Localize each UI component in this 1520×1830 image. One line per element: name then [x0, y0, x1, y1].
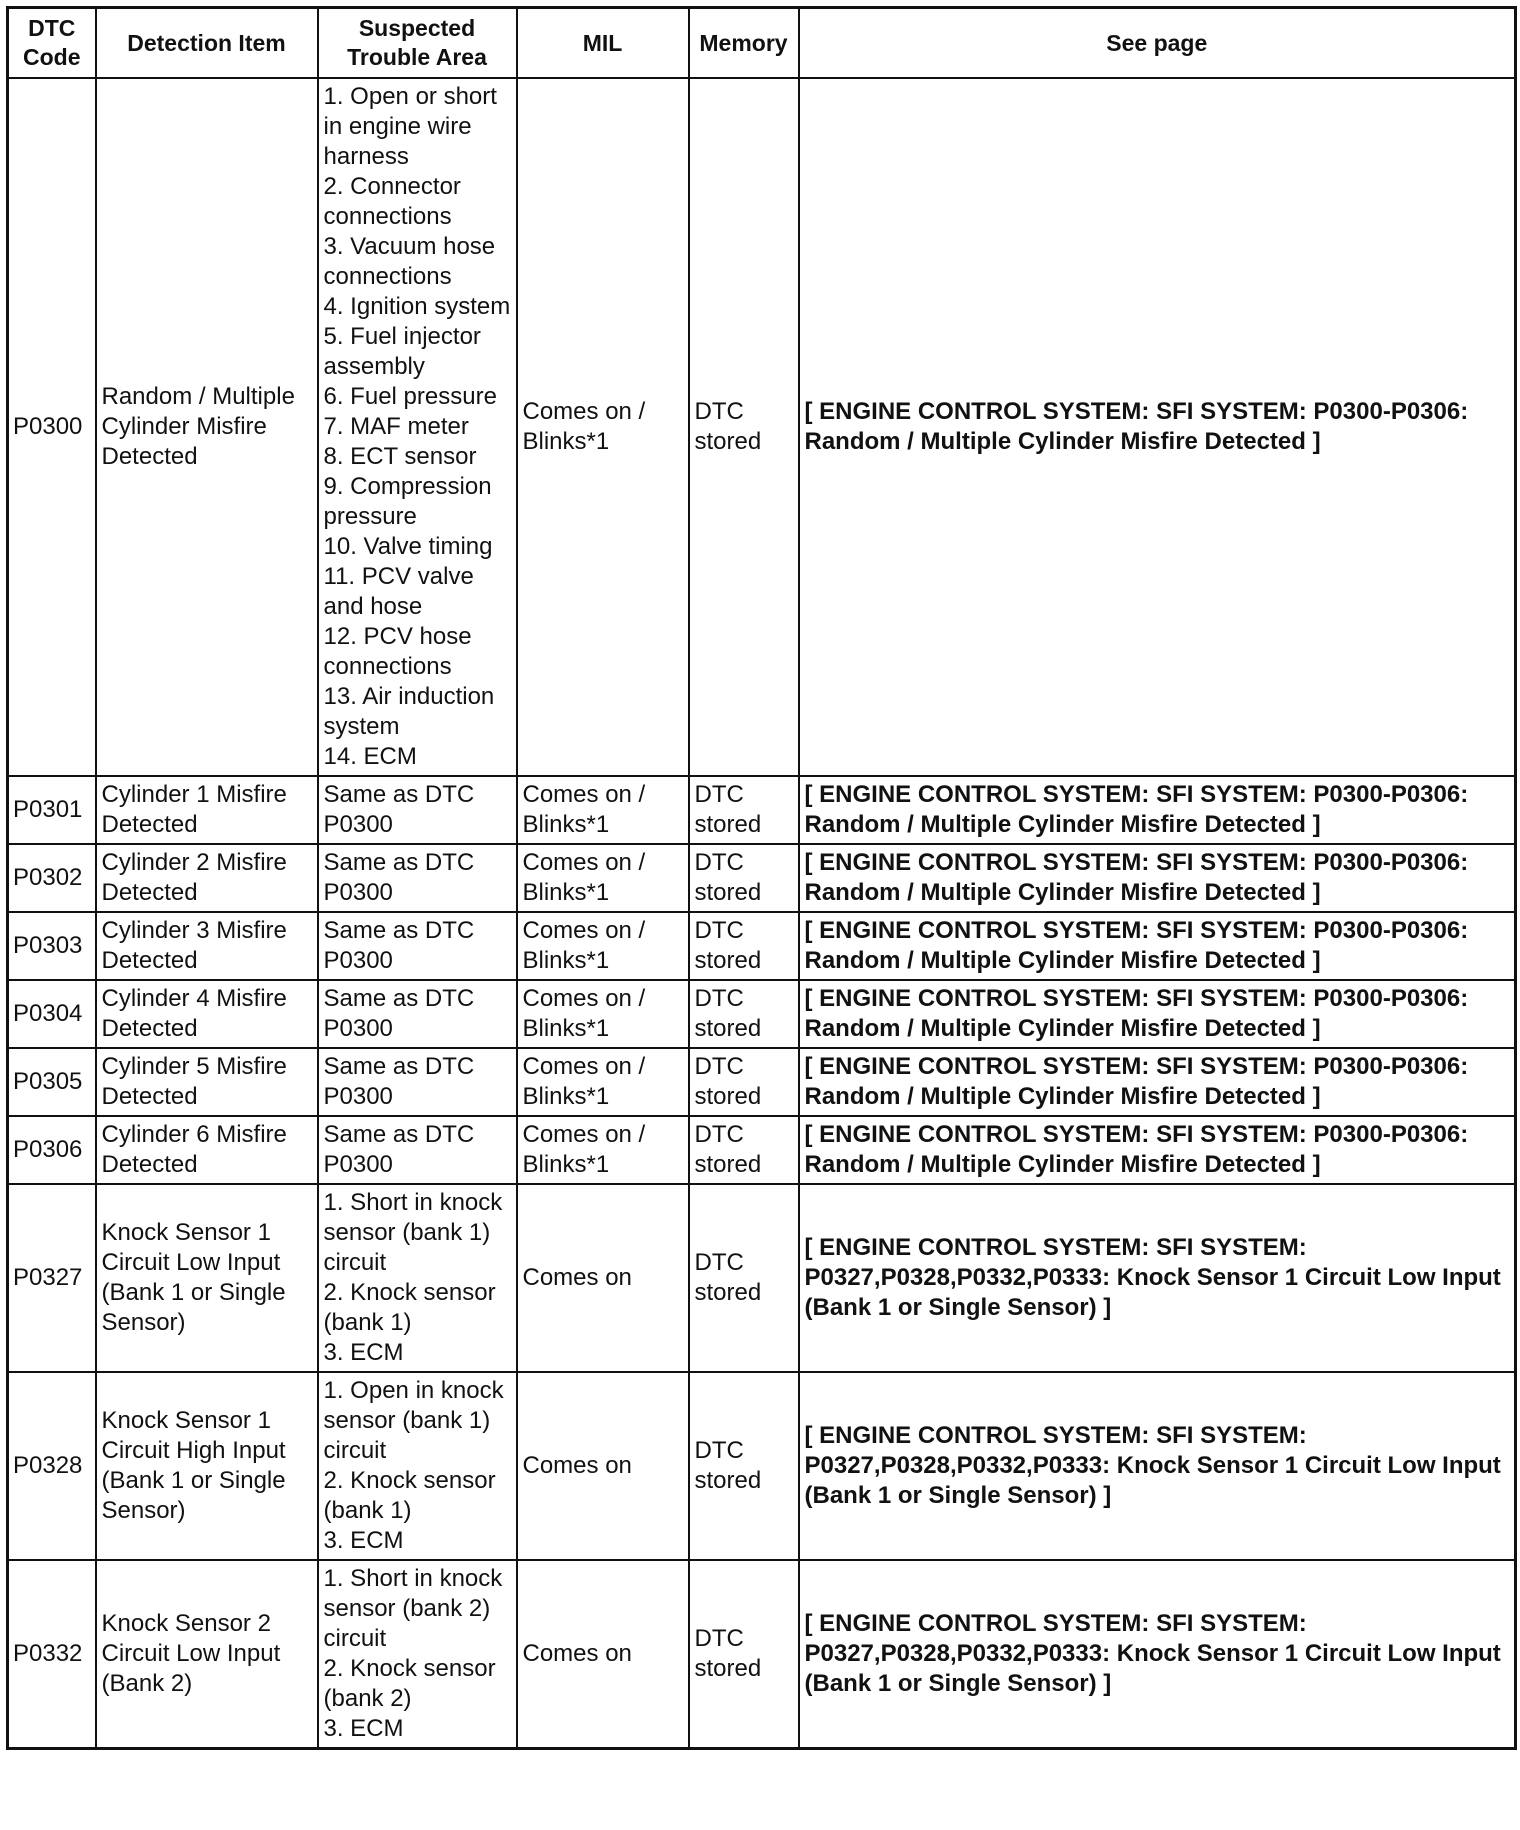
mil-cell: Comes on / Blinks*1 [517, 912, 689, 980]
table-row [8, 980, 1516, 1048]
dtc-code-cell: P0328 [8, 1372, 96, 1560]
suspected-area-line: 2. Knock sensor (bank 1) [323, 1467, 496, 1524]
detection-item-cell: Random / Multiple Cylinder Misfire Detected [96, 78, 318, 776]
table-row [8, 78, 1516, 776]
suspected-area-line: 2. Knock sensor (bank 1) [323, 1279, 496, 1336]
see-page-cell: [ ENGINE CONTROL SYSTEM: SFI SYSTEM: P0300-P0306: Random / Multiple Cylinder Misfire Detected ] [799, 78, 1516, 776]
suspected-area-line: 9. Compression pressure [323, 473, 492, 530]
suspected-area-cell [318, 844, 517, 912]
memory-cell: DTC stored [689, 776, 799, 844]
suspected-area-cell [318, 776, 517, 844]
memory-cell: DTC stored [689, 1048, 799, 1116]
mil-cell: Comes on [517, 1184, 689, 1372]
detection-item-cell: Knock Sensor 2 Circuit Low Input (Bank 2) [96, 1560, 318, 1749]
memory-cell: DTC stored [689, 912, 799, 980]
detection-item-cell: Knock Sensor 1 Circuit Low Input (Bank 1 or Single Sensor) [96, 1184, 318, 1372]
dtc-code-cell: P0327 [8, 1184, 96, 1372]
table-body [8, 78, 1516, 1749]
memory-cell: DTC stored [689, 844, 799, 912]
dtc-code-cell: P0300 [8, 78, 96, 776]
suspected-area-cell [318, 980, 517, 1048]
see-page-cell: [ ENGINE CONTROL SYSTEM: SFI SYSTEM: P0300-P0306: Random / Multiple Cylinder Misfire Detected ] [799, 1048, 1516, 1116]
suspected-area-line: 3. ECM [323, 1527, 404, 1554]
memory-cell: DTC stored [689, 1184, 799, 1372]
detection-item-cell: Knock Sensor 1 Circuit High Input (Bank 1 or Single Sensor) [96, 1372, 318, 1560]
suspected-area-cell [318, 78, 517, 776]
suspected-area-line: Same as DTC P0300 [323, 1053, 475, 1110]
suspected-area-line: 11. PCV valve and hose [323, 563, 474, 620]
detection-item-cell: Cylinder 6 Misfire Detected [96, 1116, 318, 1184]
header-detection-item: Detection Item [96, 8, 318, 79]
mil-cell: Comes on / Blinks*1 [517, 844, 689, 912]
header-mil: MIL [517, 8, 689, 79]
header-dtc-code: DTC Code [8, 8, 96, 79]
table-row [8, 1372, 1516, 1560]
memory-cell: DTC stored [689, 1116, 799, 1184]
table-row [8, 1116, 1516, 1184]
suspected-area-cell [318, 1560, 517, 1749]
suspected-area-line: 3. Vacuum hose connections [323, 233, 496, 290]
suspected-area-line: 3. ECM [323, 1339, 404, 1366]
suspected-area-line: 6. Fuel pressure [323, 383, 497, 410]
detection-item-cell: Cylinder 4 Misfire Detected [96, 980, 318, 1048]
memory-cell: DTC stored [689, 1372, 799, 1560]
suspected-area-cell [318, 912, 517, 980]
suspected-area-line: Same as DTC P0300 [323, 781, 475, 838]
see-page-cell: [ ENGINE CONTROL SYSTEM: SFI SYSTEM: P0300-P0306: Random / Multiple Cylinder Misfire Detected ] [799, 1116, 1516, 1184]
dtc-code-cell: P0303 [8, 912, 96, 980]
mil-cell: Comes on / Blinks*1 [517, 78, 689, 776]
dtc-code-cell: P0304 [8, 980, 96, 1048]
table-row [8, 776, 1516, 844]
dtc-code-cell: P0306 [8, 1116, 96, 1184]
suspected-area-line: 1. Short in knock sensor (bank 1) circuit [323, 1189, 503, 1276]
mil-cell: Comes on / Blinks*1 [517, 776, 689, 844]
dtc-code-cell: P0302 [8, 844, 96, 912]
detection-item-cell: Cylinder 1 Misfire Detected [96, 776, 318, 844]
see-page-cell: [ ENGINE CONTROL SYSTEM: SFI SYSTEM: P0327,P0328,P0332,P0333: Knock Sensor 1 Circuit Low Input (Bank 1 or Single Sensor) ] [799, 1184, 1516, 1372]
mil-cell: Comes on [517, 1372, 689, 1560]
suspected-area-line: 3. ECM [323, 1715, 404, 1742]
dtc-code-cell: P0305 [8, 1048, 96, 1116]
see-page-cell: [ ENGINE CONTROL SYSTEM: SFI SYSTEM: P0327,P0328,P0332,P0333: Knock Sensor 1 Circuit Low Input (Bank 1 or Single Sensor) ] [799, 1372, 1516, 1560]
memory-cell: DTC stored [689, 78, 799, 776]
header-row [8, 8, 1516, 79]
see-page-cell: [ ENGINE CONTROL SYSTEM: SFI SYSTEM: P0300-P0306: Random / Multiple Cylinder Misfire Detected ] [799, 844, 1516, 912]
header-see-page: See page [799, 8, 1516, 79]
suspected-area-line: 2. Connector connections [323, 173, 461, 230]
suspected-area-cell [318, 1048, 517, 1116]
dtc-code-cell: P0301 [8, 776, 96, 844]
table-row [8, 844, 1516, 912]
table-header [8, 8, 1516, 79]
mil-cell: Comes on / Blinks*1 [517, 1048, 689, 1116]
dtc-code-cell: P0332 [8, 1560, 96, 1749]
table-row [8, 912, 1516, 980]
table-row [8, 1048, 1516, 1116]
suspected-area-cell [318, 1372, 517, 1560]
see-page-cell: [ ENGINE CONTROL SYSTEM: SFI SYSTEM: P0327,P0328,P0332,P0333: Knock Sensor 1 Circuit Low Input (Bank 1 or Single Sensor) ] [799, 1560, 1516, 1749]
suspected-area-line: 1. Short in knock sensor (bank 2) circuit [323, 1565, 503, 1652]
header-memory: Memory [689, 8, 799, 79]
suspected-area-line: 4. Ignition system [323, 293, 511, 320]
suspected-area-cell [318, 1116, 517, 1184]
suspected-area-line: 10. Valve timing [323, 533, 493, 560]
suspected-area-line: 13. Air induction system [323, 683, 495, 740]
suspected-area-line: Same as DTC P0300 [323, 849, 475, 906]
suspected-area-line: 5. Fuel injector assembly [323, 323, 481, 380]
suspected-area-line: 12. PCV hose connections [323, 623, 472, 680]
see-page-cell: [ ENGINE CONTROL SYSTEM: SFI SYSTEM: P0300-P0306: Random / Multiple Cylinder Misfire Detected ] [799, 912, 1516, 980]
suspected-area-cell [318, 1184, 517, 1372]
suspected-area-line: 8. ECT sensor [323, 443, 477, 470]
memory-cell: DTC stored [689, 1560, 799, 1749]
table-row [8, 1560, 1516, 1749]
detection-item-cell: Cylinder 3 Misfire Detected [96, 912, 318, 980]
suspected-area-line: 2. Knock sensor (bank 2) [323, 1655, 496, 1712]
suspected-area-line: Same as DTC P0300 [323, 985, 475, 1042]
mil-cell: Comes on / Blinks*1 [517, 1116, 689, 1184]
detection-item-cell: Cylinder 5 Misfire Detected [96, 1048, 318, 1116]
dtc-table [6, 6, 1517, 1750]
suspected-area-line: Same as DTC P0300 [323, 1121, 475, 1178]
mil-cell: Comes on [517, 1560, 689, 1749]
see-page-cell: [ ENGINE CONTROL SYSTEM: SFI SYSTEM: P0300-P0306: Random / Multiple Cylinder Misfire Detected ] [799, 980, 1516, 1048]
suspected-area-line: 14. ECM [323, 743, 417, 770]
suspected-area-line: 7. MAF meter [323, 413, 469, 440]
mil-cell: Comes on / Blinks*1 [517, 980, 689, 1048]
detection-item-cell: Cylinder 2 Misfire Detected [96, 844, 318, 912]
see-page-cell: [ ENGINE CONTROL SYSTEM: SFI SYSTEM: P0300-P0306: Random / Multiple Cylinder Misfire Detected ] [799, 776, 1516, 844]
table-row [8, 1184, 1516, 1372]
header-suspected-trouble-area: Suspected Trouble Area [318, 8, 517, 79]
memory-cell: DTC stored [689, 980, 799, 1048]
suspected-area-line: Same as DTC P0300 [323, 917, 475, 974]
suspected-area-line: 1. Open in knock sensor (bank 1) circuit [323, 1377, 504, 1464]
suspected-area-line: 1. Open or short in engine wire harness [323, 83, 497, 170]
